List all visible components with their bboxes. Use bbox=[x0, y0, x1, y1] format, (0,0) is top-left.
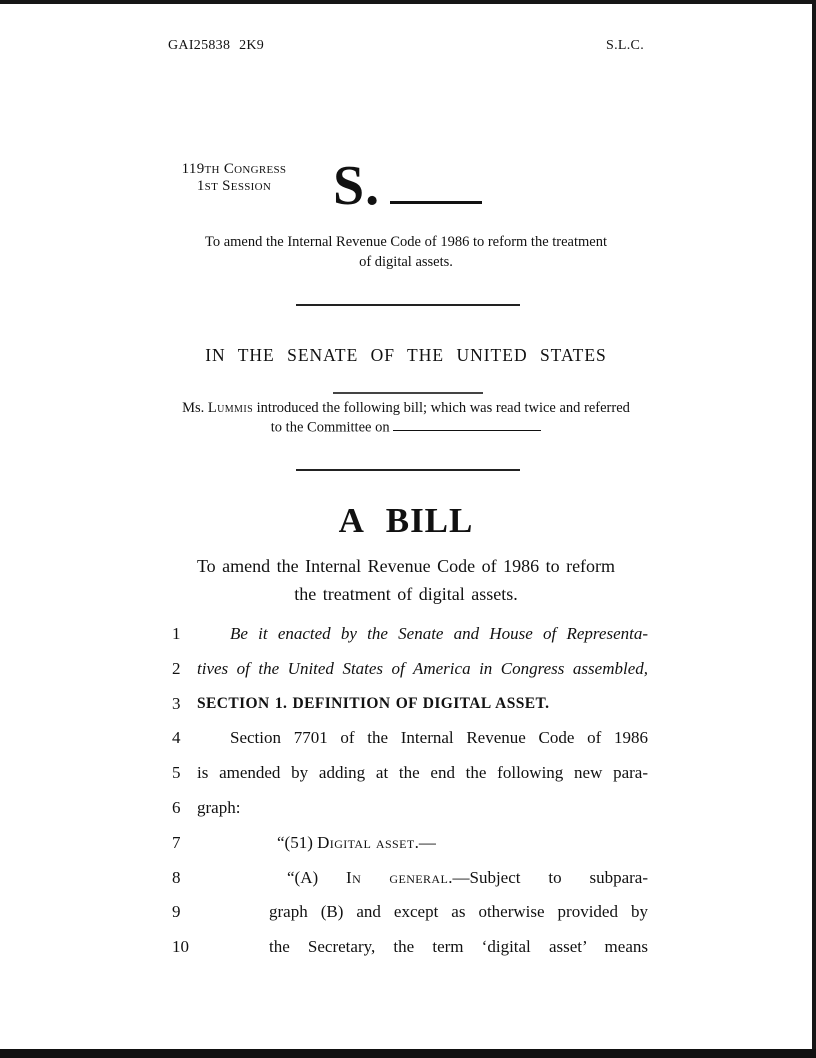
sponsor-line bbox=[150, 418, 662, 437]
body-line bbox=[0, 930, 816, 965]
body-line bbox=[0, 652, 816, 687]
sponsor-rule bbox=[333, 392, 483, 394]
divider-rule-bottom bbox=[296, 469, 520, 471]
text-run: “(A) bbox=[287, 867, 347, 887]
line-number: 3 bbox=[172, 693, 181, 713]
body-line bbox=[0, 861, 816, 896]
sponsor-paragraph bbox=[150, 399, 662, 436]
session-line: 1st Session bbox=[196, 178, 272, 194]
body-line bbox=[0, 721, 816, 756]
text-run: .—Subject to subpara- bbox=[448, 867, 648, 887]
body-line bbox=[0, 895, 816, 930]
line-text bbox=[197, 687, 648, 722]
line-text bbox=[197, 826, 648, 861]
slc-label: S.L.C. bbox=[606, 38, 644, 53]
bill-subtitle-line-2: the treatment of digital assets. bbox=[294, 584, 518, 604]
official-title-preamble bbox=[150, 233, 662, 272]
bill-number-blank-line bbox=[390, 161, 482, 204]
bill-subtitle-line-1: To amend the Internal Revenue Code of 1986 to reform bbox=[196, 556, 616, 576]
body-line bbox=[0, 617, 816, 652]
text-run: Section 7701 of the Internal Revenue Code of 1986 bbox=[230, 728, 648, 748]
text-run: graph (B) and except as otherwise provided by bbox=[269, 902, 648, 922]
line-text bbox=[197, 861, 648, 896]
body-line bbox=[0, 756, 816, 791]
small-caps-text: In general bbox=[346, 867, 449, 887]
line-number: 2 bbox=[172, 658, 181, 678]
text-run: is amended by adding at the end the following new para- bbox=[197, 763, 648, 783]
congress-line: 119th Congress bbox=[181, 161, 287, 177]
line-text bbox=[197, 930, 648, 965]
text-run: graph: bbox=[197, 797, 241, 817]
line-text bbox=[197, 652, 648, 687]
line-number: 9 bbox=[172, 902, 181, 922]
line-number: 10 bbox=[172, 937, 189, 957]
bill-number-prefix: S. bbox=[333, 155, 381, 217]
text-run: introduced the following bill; which was read twice and referred bbox=[253, 400, 630, 416]
bill-title: A BILL bbox=[338, 501, 474, 540]
line-text bbox=[197, 721, 648, 756]
text-run: SECTION 1. DEFINITION OF DIGITAL ASSET. bbox=[197, 694, 550, 712]
line-number: 7 bbox=[172, 832, 181, 852]
preamble-line-2: of digital assets. bbox=[359, 253, 453, 270]
body-line bbox=[0, 826, 816, 861]
small-caps-text: Digital asset bbox=[317, 832, 415, 852]
text-run: “(51) bbox=[277, 832, 318, 852]
text-run: .— bbox=[414, 832, 436, 852]
text-run: to the Committee on bbox=[270, 418, 394, 435]
document-header bbox=[168, 38, 644, 54]
page-top-edge bbox=[0, 0, 816, 4]
text-run: Ms. bbox=[182, 400, 208, 416]
line-text bbox=[197, 791, 648, 826]
bill-body bbox=[0, 617, 816, 965]
chamber-heading: IN THE SENATE OF THE UNITED STATES bbox=[205, 345, 607, 365]
bill-subtitle bbox=[160, 552, 652, 608]
line-number: 6 bbox=[172, 797, 181, 817]
text-run: the Secretary, the term ‘digital asset’ means bbox=[269, 937, 648, 957]
body-line bbox=[0, 687, 816, 722]
small-caps-text: Lummis bbox=[207, 400, 254, 416]
divider-rule-top bbox=[296, 304, 520, 306]
doc-code: GAI25838 2K9 bbox=[168, 38, 265, 53]
line-text bbox=[197, 756, 648, 791]
text-run: Be it enacted by the Senate and House of Representa- bbox=[230, 624, 648, 643]
blank-fill-line bbox=[393, 418, 541, 431]
sponsor-line bbox=[150, 399, 662, 418]
line-text bbox=[197, 895, 648, 930]
line-number: 5 bbox=[172, 763, 181, 783]
line-text bbox=[197, 617, 648, 652]
bill-number bbox=[333, 155, 482, 217]
line-number: 4 bbox=[172, 728, 181, 748]
preamble-line-1: To amend the Internal Revenue Code of 1986 to reform the treatment bbox=[204, 234, 608, 250]
body-line bbox=[0, 791, 816, 826]
line-number: 1 bbox=[172, 624, 181, 643]
congress-session-block bbox=[158, 161, 310, 195]
page-bottom-edge bbox=[0, 1049, 816, 1058]
line-number: 8 bbox=[172, 867, 181, 887]
text-run: tives of the United States of America in Congress assembled, bbox=[197, 658, 648, 678]
